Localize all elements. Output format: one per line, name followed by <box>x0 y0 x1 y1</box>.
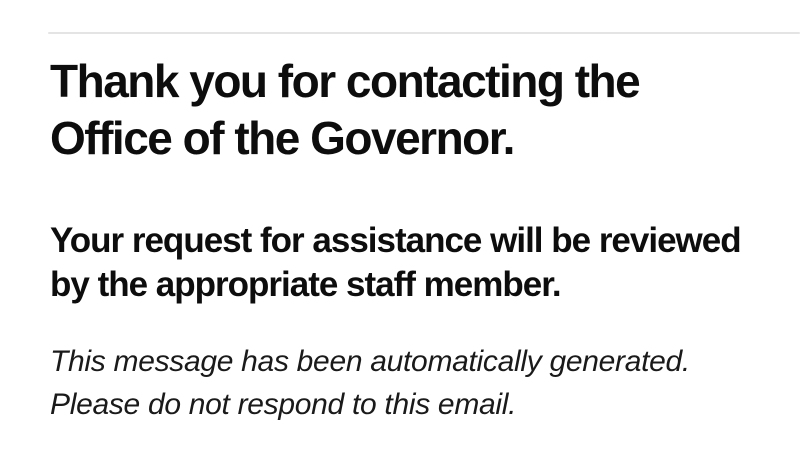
heading-line-1: Thank you for contacting the <box>50 55 640 107</box>
email-heading <box>50 53 772 167</box>
note-line-1: This message has been automatically generated. <box>50 345 690 378</box>
heading-line-2: Office of the Governor. <box>50 112 514 164</box>
message-line-1: Your request for assistance will be reviewed <box>50 221 741 260</box>
message-line-2: by the appropriate staff member. <box>50 265 561 304</box>
email-message <box>50 219 772 307</box>
email-content <box>50 0 772 450</box>
auto-generated-note <box>50 340 772 426</box>
note-line-2: Please do not respond to this email. <box>50 388 517 421</box>
